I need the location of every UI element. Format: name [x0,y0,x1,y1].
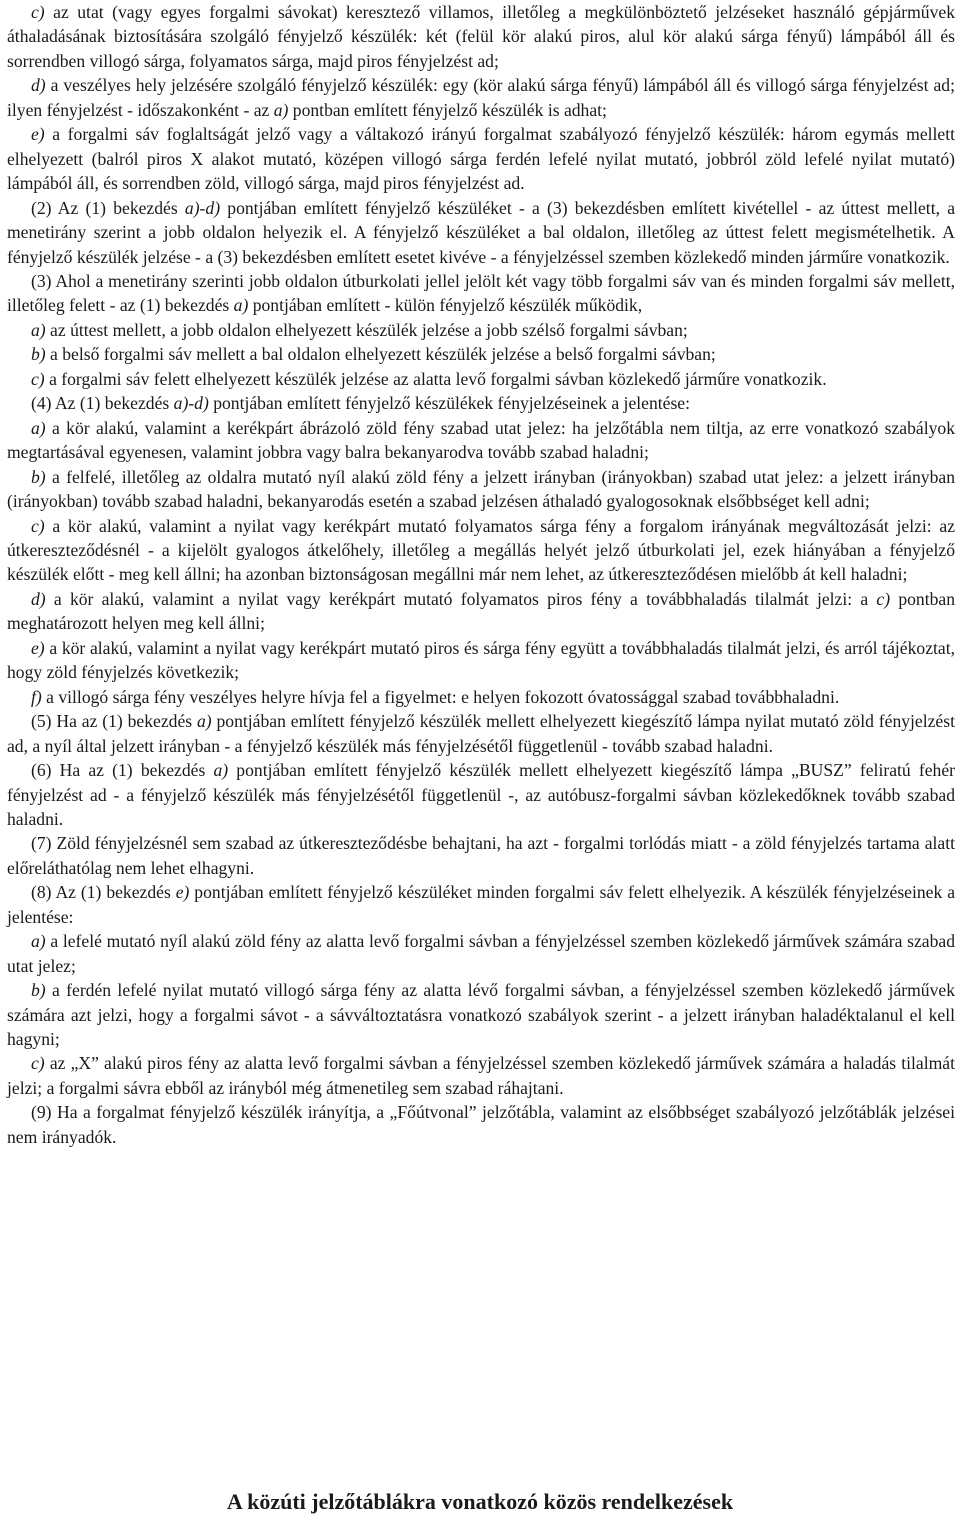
item-marker: a) [233,295,249,316]
paragraph [7,318,955,342]
paragraph-text: a ferdén lefelé nyilat mutató villogó sárga fény az alatta lévő forgalmi sávban, a fényjelzéssel szemben közlekedő járművek számára azt jelzi, hogy a forgalmi sávot - a sávváltoztatásra vonatkozó szabályok szerint - a jelzett irányban haladéktalanul el kell hagyni; [7,980,955,1050]
paragraph [7,73,955,122]
paragraph-text: pontban meghatározott helyen meg kell állni; [7,588,955,634]
paragraph-text: a villogó sárga fény veszélyes helyre hívja fel a figyelmet: e helyen fokozott óvatossággal szabad továbbhaladni. [41,686,840,707]
item-marker: d) [31,75,46,96]
paragraph [7,416,955,465]
paragraph-text: a kör alakú, valamint a nyilat vagy kerékpárt mutató folyamatos sárga fény a forgalom irányának megváltozását jelzi: az útkereszteződésnél - a kijelölt gyalogos átkelőhely, illetőleg a megállás helyét jelző útburkolati jel, ezek hiányában a fényjelző készülék előtt - meg kell állni; ha azonban biztonságosan megállni már nem lehet, az útkereszteződésen mielőbb át kell haladni; [7,515,955,585]
paragraph [7,122,955,195]
paragraph [7,929,955,978]
item-marker: c) [876,588,891,609]
paragraph [7,1051,955,1100]
paragraph-text: (4) Az (1) bekezdés [31,393,174,414]
paragraph-text: (2) Az (1) bekezdés [31,197,185,218]
item-marker: a)-d) [173,393,209,414]
item-marker: d) [31,588,46,609]
paragraph-text: (9) Ha a forgalmat fényjelző készülék irányítja, a „Főútvonal” jelzőtábla, valamint az elsőbbséget szabályozó jelzőtáblák jelzései nem irányadók. [7,1102,955,1147]
item-marker: b) [31,344,46,365]
item-marker: a)-d) [184,197,221,218]
paragraph-text: pontjában említett fényjelző készülékek fényjelzéseinek a jelentése: [208,393,690,414]
paragraph [7,196,955,269]
paragraph-text: pontjában említett - külön fényjelző készülék működik, [248,295,643,316]
paragraph [7,978,955,1051]
paragraph-text: az utat (vagy egyes forgalmi sávokat) keresztező villamos, illetőleg a megkülönböztető jelzéseket használó gépjárművek áthaladásának biztosítására szolgáló fényjelző készülék: két (felül kör alakú piros, alul kör alakú sárga fényű) lámpából áll és sorrendben villogó sárga, folyamatos sárga, majd piros fényjelzést ad; [7,2,955,71]
paragraph [7,709,955,758]
paragraph-text: pontban említett fényjelző készülék is adhat; [288,99,607,120]
paragraph-text: pontjában említett fényjelző készüléket - a (3) bekezdésben említett kivétellel - az úttest mellett, a menetirány szerint a jobb oldalon helyezik el. A fényjelző készüléket a bal oldalon, illetőleg az úttest felett megismételhetik. A fényjelző készülék jelzése - a (3) bekezdésben említett esetet kivéve - a fényjelzéssel szemben közlekedő minden járműre vonatkozik. [7,197,955,267]
paragraph-text: pontjában említett fényjelző készüléket minden forgalmi sáv felett elhelyezik. A készülék fényjelzéseinek a jelentése: [7,882,956,927]
paragraph-text: (3) Ahol a menetirány szerinti jobb oldalon útburkolati jellel jelölt két vagy több forgalmi sáv van és minden forgalmi sáv mellett, illetőleg felett - az (1) bekezdés [7,270,955,316]
paragraph [7,391,955,415]
item-marker: a) [213,760,229,781]
paragraph-text: pontjában említett fényjelző készülék mellett elhelyezett kiegészítő lámpa nyilat mutató zöld fényjelzést ad, a nyíl által jelzett irányban - a fényjelző készülék más fényjelzésétől függetlenül - tovább szabad haladni. [7,711,955,756]
paragraph-text: a felfelé, illetőleg az oldalra mutató nyíl alakú zöld fény a jelzett irányban (irányokban) szabad utat jelez: a jelzett irányban (irányokban) tovább szabad haladni, bekanyarodás esetén a szabad jelzésen áthaladó gyalogosoknak elsőbbséget kell adni; [7,466,955,512]
paragraph [7,880,955,929]
item-marker: a) [31,319,46,340]
document-body [7,0,955,1149]
item-marker: a) [31,931,46,952]
paragraph [7,342,955,366]
paragraph-text: a kör alakú, valamint a kerékpárt ábrázoló zöld fény szabad utat jelez: ha jelzőtábla nem tiltja, az erre vonatkozó szabályok megtartásával egyenesen, valamint jobbra vagy balra bekanyarodva tovább szabad haladni; [7,417,955,463]
paragraph [7,636,955,685]
paragraph-text: (6) Ha az (1) bekezdés [31,760,214,781]
item-marker: e) [31,124,45,145]
paragraph [7,831,955,880]
paragraph-text: a kör alakú, valamint a nyilat vagy kerékpárt mutató folyamatos piros fény a továbbhaladás tilalmát jelzi: a [45,588,877,609]
paragraph [7,269,955,318]
item-marker: c) [31,2,45,22]
item-marker: c) [31,368,45,389]
paragraph-text: a lefelé mutató nyíl alakú zöld fény az alatta levő forgalmi sávban a fényjelzéssel szemben közlekedő járművek számára szabad utat jelez; [7,931,955,976]
paragraph-text: a belső forgalmi sáv mellett a bal oldalon elhelyezett készülék jelzése a belső forgalmi sávban; [45,344,716,365]
paragraph [7,758,955,831]
paragraph-text: (8) Az (1) bekezdés [31,882,176,903]
item-marker: a) [273,99,289,120]
paragraph [7,1100,955,1149]
item-marker: c) [31,1053,45,1074]
paragraph [7,587,955,636]
paragraph-text: a forgalmi sáv foglaltságát jelző vagy a váltakozó irányú forgalmat szabályozó fényjelző készülék: három egymás mellett elhelyezett (balról piros X alakot mutató, középen villogó sárga ferdén lefelé nyilat mutató, jobbról zöld lefelé nyilat mutató) lámpából áll, és sorrendben zöld, villogó sárga, majd piros fényjelzést ad. [7,124,955,194]
item-marker: b) [31,466,46,487]
section-heading: A közúti jelzőtáblákra vonatkozó közös rendelkezések [226,1489,734,1514]
paragraph-text: a kör alakú, valamint a nyilat vagy kerékpárt mutató piros és sárga fény együtt a továbbhaladás tilalmát jelzi, és arról tájékoztat, hogy zöld fényjelzés következik; [7,637,955,683]
paragraph [7,465,955,514]
paragraph-text: a forgalmi sáv felett elhelyezett készülék jelzése az alatta levő forgalmi sávban közlekedő járműre vonatkozik. [44,368,827,389]
paragraph [7,367,955,391]
item-marker: e) [31,637,45,658]
item-marker: f) [31,686,42,707]
paragraph [7,685,955,709]
item-marker: b) [31,980,46,1001]
paragraph-text: a veszélyes hely jelzésére szolgáló fényjelző készülék: egy (kör alakú sárga fényű) lámpából áll és villogó sárga fényjelzést ad; ilyen fényjelzést - időszakonként - az [7,75,955,120]
paragraph-text: az „X” alakú piros fény az alatta levő forgalmi sávban a fényjelzéssel szemben közlekedő járművek számára a haladás tilalmát jelzi; a forgalmi sávra ebből az irányból még átmenetileg sem szabad ráhajtani. [7,1053,955,1098]
paragraph-text: (5) Ha az (1) bekezdés [31,711,197,732]
paragraph-text: pontjában említett fényjelző készülék mellett elhelyezett kiegészítő lámpa „BUSZ” feliratú fehér fényjelzést ad - a fényjelző készülék más fényjelzésétől függetlenül -, az autóbusz-forgalmi sávban közlekedőknek tovább szabad haladni. [7,760,955,829]
item-marker: a) [196,711,212,732]
item-marker: c) [31,515,45,536]
paragraph-text: az úttest mellett, a jobb oldalon elhelyezett készülék jelzése a jobb szélső forgalmi sávban; [45,319,688,340]
item-marker: a) [31,417,46,438]
paragraph [7,514,955,587]
paragraph [7,0,955,73]
paragraph-text: (7) Zöld fényjelzésnél sem szabad az útkereszteződésbe behajtani, ha azt - forgalmi torlódás miatt - a zöld fényjelzés tartama alatt előreláthatólag nem lehet elhagyni. [7,833,955,878]
item-marker: e) [175,882,190,903]
